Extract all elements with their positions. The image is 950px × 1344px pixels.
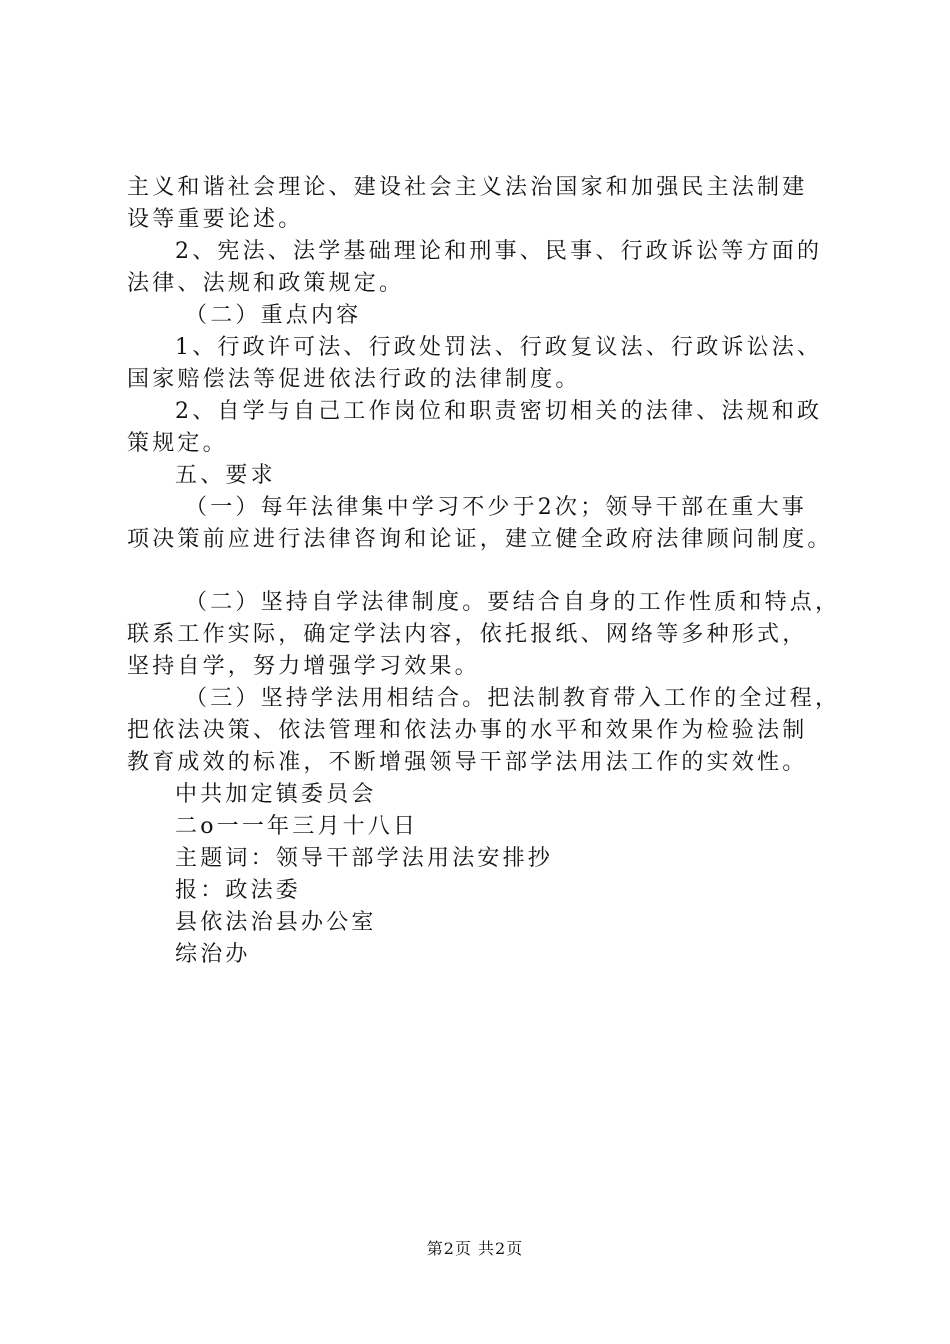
text-line: 法律、法规和政策规定。 <box>127 271 405 296</box>
text-line: 2、自学与自己工作岗位和职责密切相关的法律、法规和政 <box>175 399 823 424</box>
text-line: （三）坚持学法用相结合。把法制教育带入工作的全过程， <box>185 686 841 711</box>
text-line: 1、行政许可法、行政处罚法、行政复议法、行政诉讼法、 <box>175 335 823 360</box>
signature-date: 二o一一年三月十八日 <box>175 814 419 839</box>
distribution-line: 综治办 <box>175 942 251 967</box>
text-line: （一）每年法律集中学习不少于2次；领导干部在重大事 <box>185 495 807 520</box>
distribution-line: 县依法治县办公室 <box>175 910 377 935</box>
section-heading: （二）重点内容 <box>185 303 362 328</box>
text-line: 联系工作实际，确定学法内容，依托报纸、网络等多种形式， <box>127 622 808 647</box>
text-line: （二）坚持自学法律制度。要结合自身的工作性质和特点， <box>185 590 841 615</box>
paragraph-gap <box>127 556 837 587</box>
text-line: 项决策前应进行法律咨询和论证，建立健全政府法律顾问制度。 <box>127 527 833 552</box>
text-line: 教育成效的标准，不断增强领导干部学法用法工作的实效性。 <box>127 750 808 775</box>
text-line: 设等重要论述。 <box>127 207 304 232</box>
text-line: 2、宪法、法学基础理论和刑事、民事、行政诉讼等方面的 <box>175 239 823 264</box>
document-body <box>127 172 841 971</box>
text-line: 国家赔偿法等促进依法行政的法律制度。 <box>127 367 581 392</box>
signature-organization: 中共加定镇委员会 <box>175 782 377 807</box>
text-line: 坚持自学，努力增强学习效果。 <box>127 654 480 679</box>
text-line: 把依法决策、依法管理和依法办事的水平和效果作为检验法制 <box>127 718 808 743</box>
section-heading: 五、要求 <box>175 463 276 488</box>
text-line: 主义和谐社会理论、建设社会主义法治国家和加强民主法制建 <box>127 175 808 200</box>
subject-keywords: 主题词：领导干部学法用法安排抄 <box>175 846 554 871</box>
text-line: 策规定。 <box>127 431 228 456</box>
distribution-line: 报：政法委 <box>175 878 302 903</box>
page-number-footer: 第2页 共2页 <box>426 1239 524 1258</box>
